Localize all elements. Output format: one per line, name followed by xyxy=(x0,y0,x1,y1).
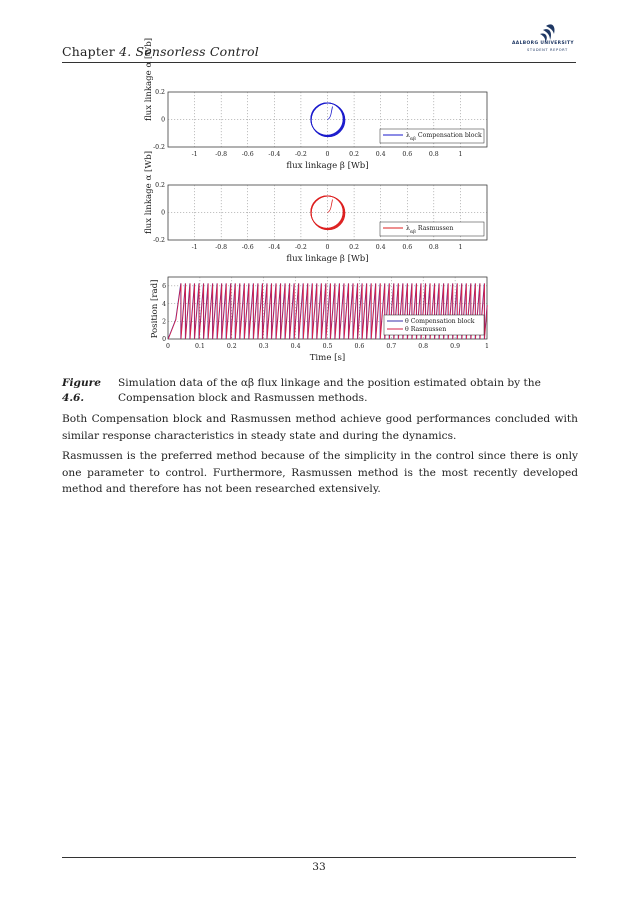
y-tick-label: 0.2 xyxy=(155,89,165,97)
x-tick-label: 1 xyxy=(485,343,489,350)
x-tick-label: 0.3 xyxy=(258,343,269,350)
x-tick-label: -0.2 xyxy=(294,151,307,158)
x-axis-label: flux linkage β [Wb] xyxy=(286,254,369,264)
y-tick-label: 0 xyxy=(162,336,166,344)
x-tick-label: 0.2 xyxy=(226,343,237,350)
x-tick-label: 0.6 xyxy=(402,244,413,251)
x-tick-label: 0.2 xyxy=(349,244,360,251)
y-tick-label: 2 xyxy=(162,318,166,326)
y-axis-label: flux linkage α [Wb] xyxy=(144,150,154,235)
x-tick-label: 0.6 xyxy=(402,151,413,158)
x-tick-label: 0.6 xyxy=(354,343,365,350)
x-tick-label: 0.1 xyxy=(194,343,205,350)
x-axis-label: flux linkage β [Wb] xyxy=(286,161,369,171)
legend-label: θ Rasmussen xyxy=(405,326,447,333)
caption-label: Figure 4.6. xyxy=(62,377,101,404)
y-tick-label: 6 xyxy=(162,283,166,291)
x-tick-label: 0.8 xyxy=(418,343,429,350)
x-tick-label: 1 xyxy=(458,151,463,158)
logo-university-name: AALBORG UNIVERSITY xyxy=(512,41,575,46)
x-tick-label: 0.4 xyxy=(375,244,386,251)
y-axis-label: Position [rad] xyxy=(150,279,160,339)
x-tick-label: 0 xyxy=(166,343,170,350)
page-number: 33 xyxy=(312,861,326,873)
x-tick-label: 0 xyxy=(325,151,330,158)
figure-caption xyxy=(62,376,578,406)
y-tick-label: -0.2 xyxy=(153,237,165,245)
y-axis-label: flux linkage α [Wb] xyxy=(144,37,154,122)
paragraph-2: Rasmussen is the preferred method because of the simplicity in the control since there is only one parameter to control. Furthermore, Rasmussen method is the most recently developed method and therefore has not been researched extensively. xyxy=(62,450,578,495)
chapter-prefix: Chapter xyxy=(62,44,115,59)
x-tick-label: -1 xyxy=(191,151,198,158)
x-tick-label: -0.4 xyxy=(268,151,281,158)
legend-label: θ Compensation block xyxy=(405,318,475,325)
x-tick-label: -0.6 xyxy=(241,151,254,158)
x-tick-label: 0.9 xyxy=(450,343,461,350)
x-tick-label: 0.7 xyxy=(386,343,397,350)
y-tick-label: 0 xyxy=(161,209,165,217)
x-tick-label: 0.4 xyxy=(290,343,301,350)
legend-label: $\lambda_{\alpha\beta}$ Rasmussen xyxy=(406,225,454,235)
x-tick-label: 0.4 xyxy=(375,151,386,158)
x-axis-label: Time [s] xyxy=(309,353,346,363)
x-tick-label: 1 xyxy=(458,244,463,251)
x-tick-label: -0.8 xyxy=(215,244,228,251)
x-tick-label: -0.8 xyxy=(215,151,228,158)
y-tick-label: -0.2 xyxy=(153,144,165,152)
x-tick-label: -1 xyxy=(191,244,198,251)
x-tick-label: -0.2 xyxy=(294,244,307,251)
x-tick-label: -0.6 xyxy=(241,244,254,251)
x-tick-label: 0 xyxy=(325,244,330,251)
y-tick-label: 0.2 xyxy=(155,182,165,190)
flux-plot-compensation xyxy=(144,38,487,171)
chapter-title: 4. Sensorless Control xyxy=(119,44,259,59)
logo-subtitle: STUDENT REPORT xyxy=(527,48,568,52)
y-tick-label: 4 xyxy=(162,300,166,308)
position-plot xyxy=(150,277,489,363)
x-tick-label: 0.8 xyxy=(428,244,439,251)
footer-rule xyxy=(62,857,576,858)
caption-text: Simulation data of the αβ flux linkage and the position estimated obtain by the Compensation block and Rasmussen methods. xyxy=(118,377,541,404)
x-tick-label: 0.5 xyxy=(322,343,333,350)
x-tick-label: -0.4 xyxy=(268,244,281,251)
x-tick-label: 0.2 xyxy=(349,151,360,158)
x-tick-label: 0.8 xyxy=(428,151,439,158)
y-tick-label: 0 xyxy=(161,116,165,124)
legend-label: $\lambda_{\alpha\beta}$ Compensation block xyxy=(406,132,482,142)
paragraph-1: Both Compensation block and Rasmussen method achieve good performances concluded with similar response characteristics in steady state and during the dynamics. xyxy=(62,413,578,442)
